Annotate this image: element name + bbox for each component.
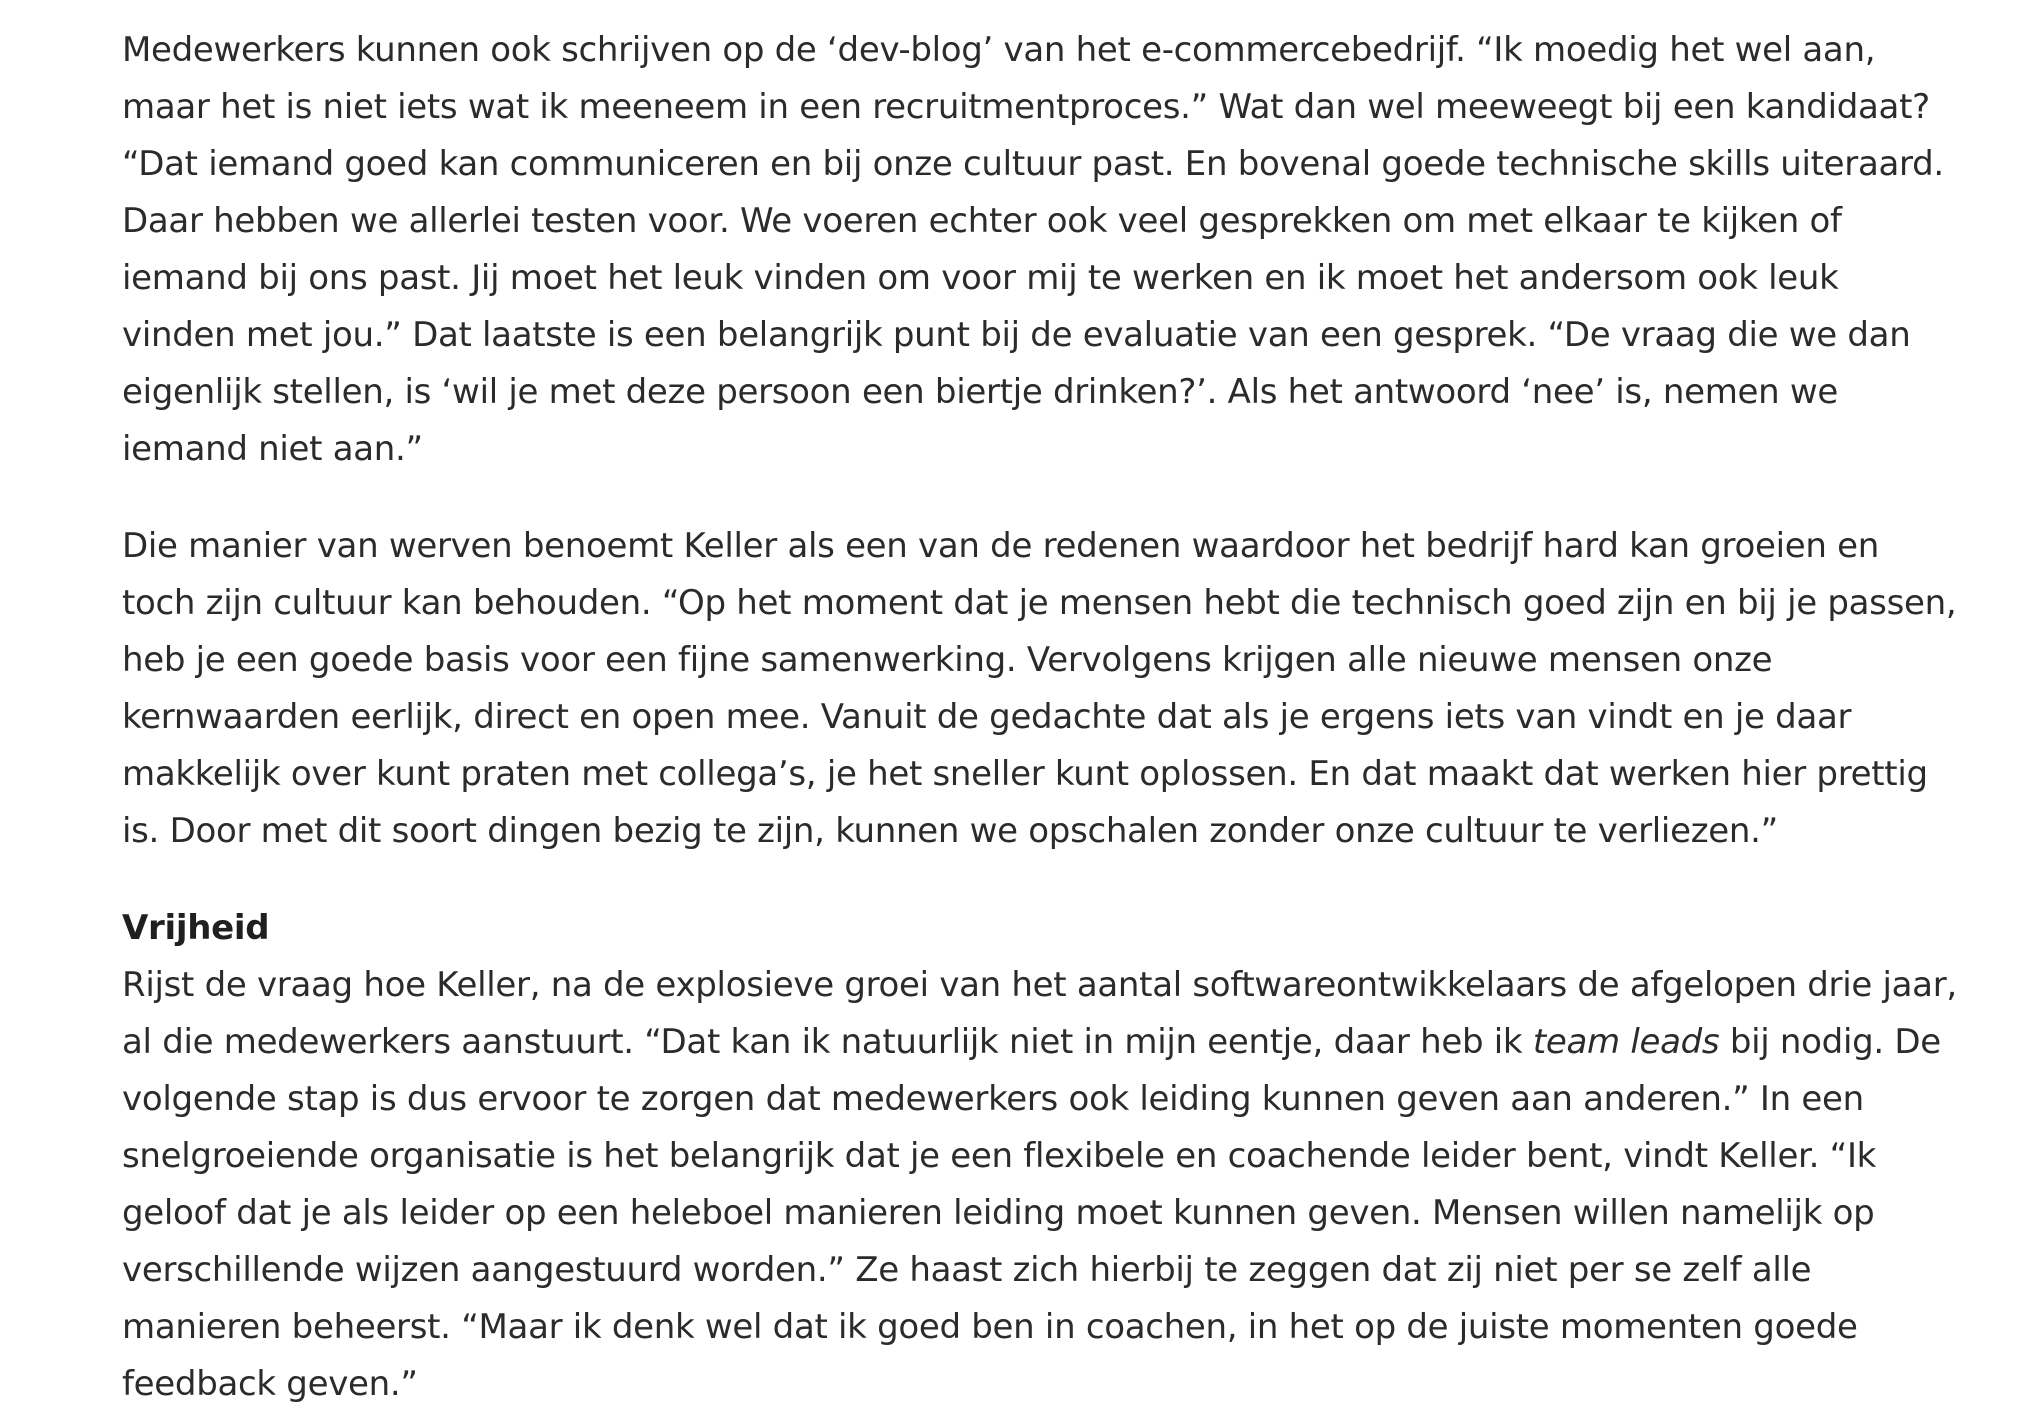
section-text-part: Rijst de vraag hoe Keller, na de explosieve groei van het aantal softwareontwikkelaars de afgelopen drie jaar, al die medewerkers aanstuurt. “Dat kan ik natuurlijk niet in mijn eentje, daar heb ik — [122, 965, 1957, 1062]
section-vrijheid — [122, 900, 1962, 1413]
section-text-part: bij nodig. De volgende stap is dus ervoor te zorgen dat medewerkers ook leiding kunnen geven aan anderen.” In een snelgroeiende organisatie is het belangrijk dat je een flexibele en coachende leider bent, vindt Keller. “Ik geloof dat je als leider op een heleboel manieren leiding moet kunnen geven. Mensen willen namelijk op verschillende wijzen aangestuurd worden.” Ze haast zich hierbij te zeggen dat zij niet per se zelf alle manieren beheerst. “Maar ik denk wel dat ik goed ben in coachen, in het op de juiste momenten goede feedback geven.” — [122, 1022, 1941, 1404]
section-heading: Vrijheid — [122, 908, 270, 948]
article-paragraph: Medewerkers kunnen ook schrijven op de ‘dev-blog’ van het e-commercebedrijf. “Ik moedig het wel aan, maar het is niet iets wat ik meeneem in een recruitmentproces.” Wat dan wel meeweegt bij een kandidaat? “Dat iemand goed kan communiceren en bij onze cultuur past. En bovenal goede technische skills uiteraard. Daar hebben we allerlei testen voor. We voeren echter ook veel gesprekken om met elkaar te kijken of iemand bij ons past. Jij moet het leuk vinden om voor mij te werken en ik moet het andersom ook leuk vinden met jou.” Dat laatste is een belangrijk punt bij de evaluatie van een gesprek. “De vraag die we dan eigenlijk stellen, is ‘wil je met deze persoon een biertje drinken?’. Als het antwoord ‘nee’ is, nemen we iemand niet aan.” — [122, 30, 1944, 469]
section-paragraph — [122, 957, 1962, 1413]
article-body — [122, 22, 1962, 1413]
article-paragraph: Die manier van werven benoemt Keller als een van de redenen waardoor het bedrijf hard kan groeien en toch zijn cultuur kan behouden. “Op het moment dat je mensen hebt die technisch goed zijn en bij je passen, heb je een goede basis voor een fijne samenwerking. Vervolgens krijgen alle nieuwe mensen onze kernwaarden eerlijk, direct en open mee. Vanuit de gedachte dat als je ergens iets van vindt en je daar makkelijk over kunt praten met collega’s, je het sneller kunt oplossen. En dat maakt dat werken hier prettig is. Door met dit soort dingen bezig te zijn, kunnen we opschalen zonder onze cultuur te verliezen.” — [122, 526, 1957, 851]
emphasized-term: team leads — [1532, 1022, 1720, 1062]
